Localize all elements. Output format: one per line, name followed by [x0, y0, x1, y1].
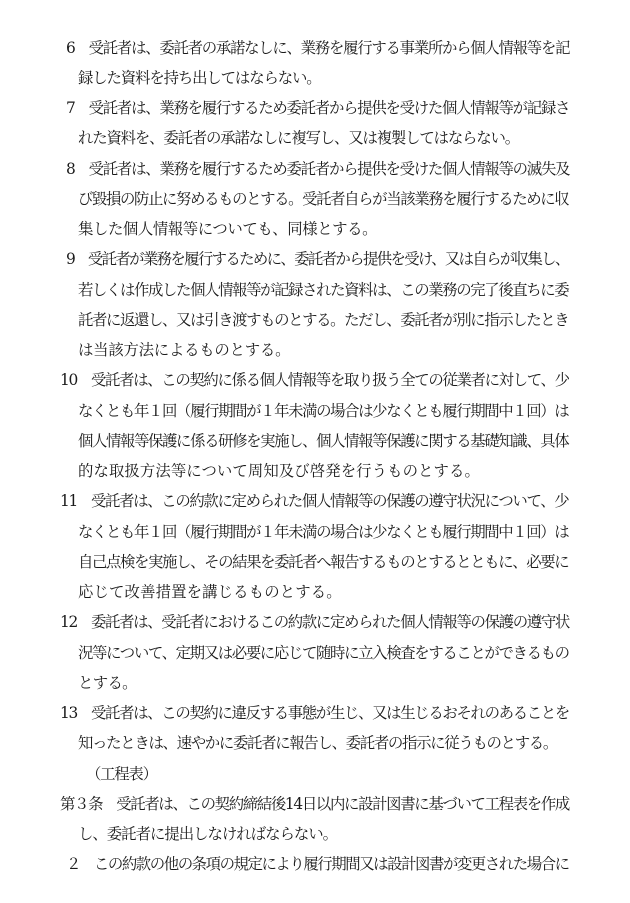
doc-line: し、委託者に提出しなければならない。	[78, 825, 338, 843]
section-heading: （工程表）	[86, 765, 157, 783]
doc-line: 自己点検を実施し、その結果を委託者へ報告するものとするとともに、必要に	[78, 553, 569, 571]
doc-line: 集した個人情報等についても、同様とする。	[78, 220, 378, 238]
doc-line: なくとも年１回（履行期間が１年未満の場合は少なくとも履行期間中１回）は	[78, 523, 569, 541]
doc-line: れた資料を、委託者の承諾なしに複写し、又は複製してはならない。	[78, 129, 519, 147]
doc-line: 的な取扱方法等について周知及び啓発を行うものとする。	[78, 462, 480, 480]
doc-line: とする。	[78, 674, 137, 692]
doc-line: 応じて改善措置を講じるものとする。	[78, 583, 342, 601]
doc-line: 第３条 受託者は、この契約締結後14日以内に設計図書に基づいて工程表を作成	[60, 795, 569, 813]
doc-line: ２ この約款の他の条項の規定により履行期間又は設計図書が変更された場合に	[66, 855, 569, 873]
doc-line: 8 受託者は、業務を履行するため委託者から提供を受けた個人情報等の滅失及	[66, 160, 570, 178]
doc-line: 録した資料を持ち出してはならない。	[78, 69, 321, 87]
doc-line: び毀損の防止に努めるものとする。受託者自らが当該業務を履行するために収	[78, 190, 569, 208]
doc-line: なくとも年１回（履行期間が１年未満の場合は少なくとも履行期間中１回）は	[78, 402, 569, 420]
doc-line: 6 受託者は、委託者の承諾なしに、業務を履行する事業所から個人情報等を記	[66, 39, 570, 57]
doc-line: 11 受託者は、この約款に定められた個人情報等の保護の遵守状況について、少	[60, 492, 569, 510]
doc-line: 12 委託者は、受託者におけるこの約款に定められた個人情報等の保護の遵守状	[60, 613, 569, 631]
doc-line: 若しくは作成した個人情報等が記録された資料は、この業務の完了後直ちに委	[78, 281, 569, 299]
doc-line: 個人情報等保護に係る研修を実施し、個人情報等保護に関する基礎知識、具体	[78, 432, 569, 450]
doc-line: は当該方法によるものとする。	[78, 341, 291, 359]
doc-line: 10 受託者は、この契約に係る個人情報等を取り扱う全ての従業者に対して、少	[60, 371, 569, 389]
doc-line: 13 受託者は、この契約に違反する事態が生じ、又は生じるおそれのあることを	[60, 704, 569, 722]
doc-line: 9 受託者が業務を履行するために、委託者から提供を受け、又は自らが収集し、	[66, 250, 569, 268]
doc-line: 況等について、定期又は必要に応じて随時に立入検査をすることができるもの	[78, 644, 569, 662]
doc-line: 知ったときは、速やかに委託者に報告し、委託者の指示に従うものとする。	[78, 734, 557, 752]
doc-line: 託者に返還し、又は引き渡すものとする。ただし、委託者が別に指示したとき	[78, 311, 569, 329]
doc-line: 7 受託者は、業務を履行するため委託者から提供を受けた個人情報等が記録さ	[66, 99, 570, 117]
